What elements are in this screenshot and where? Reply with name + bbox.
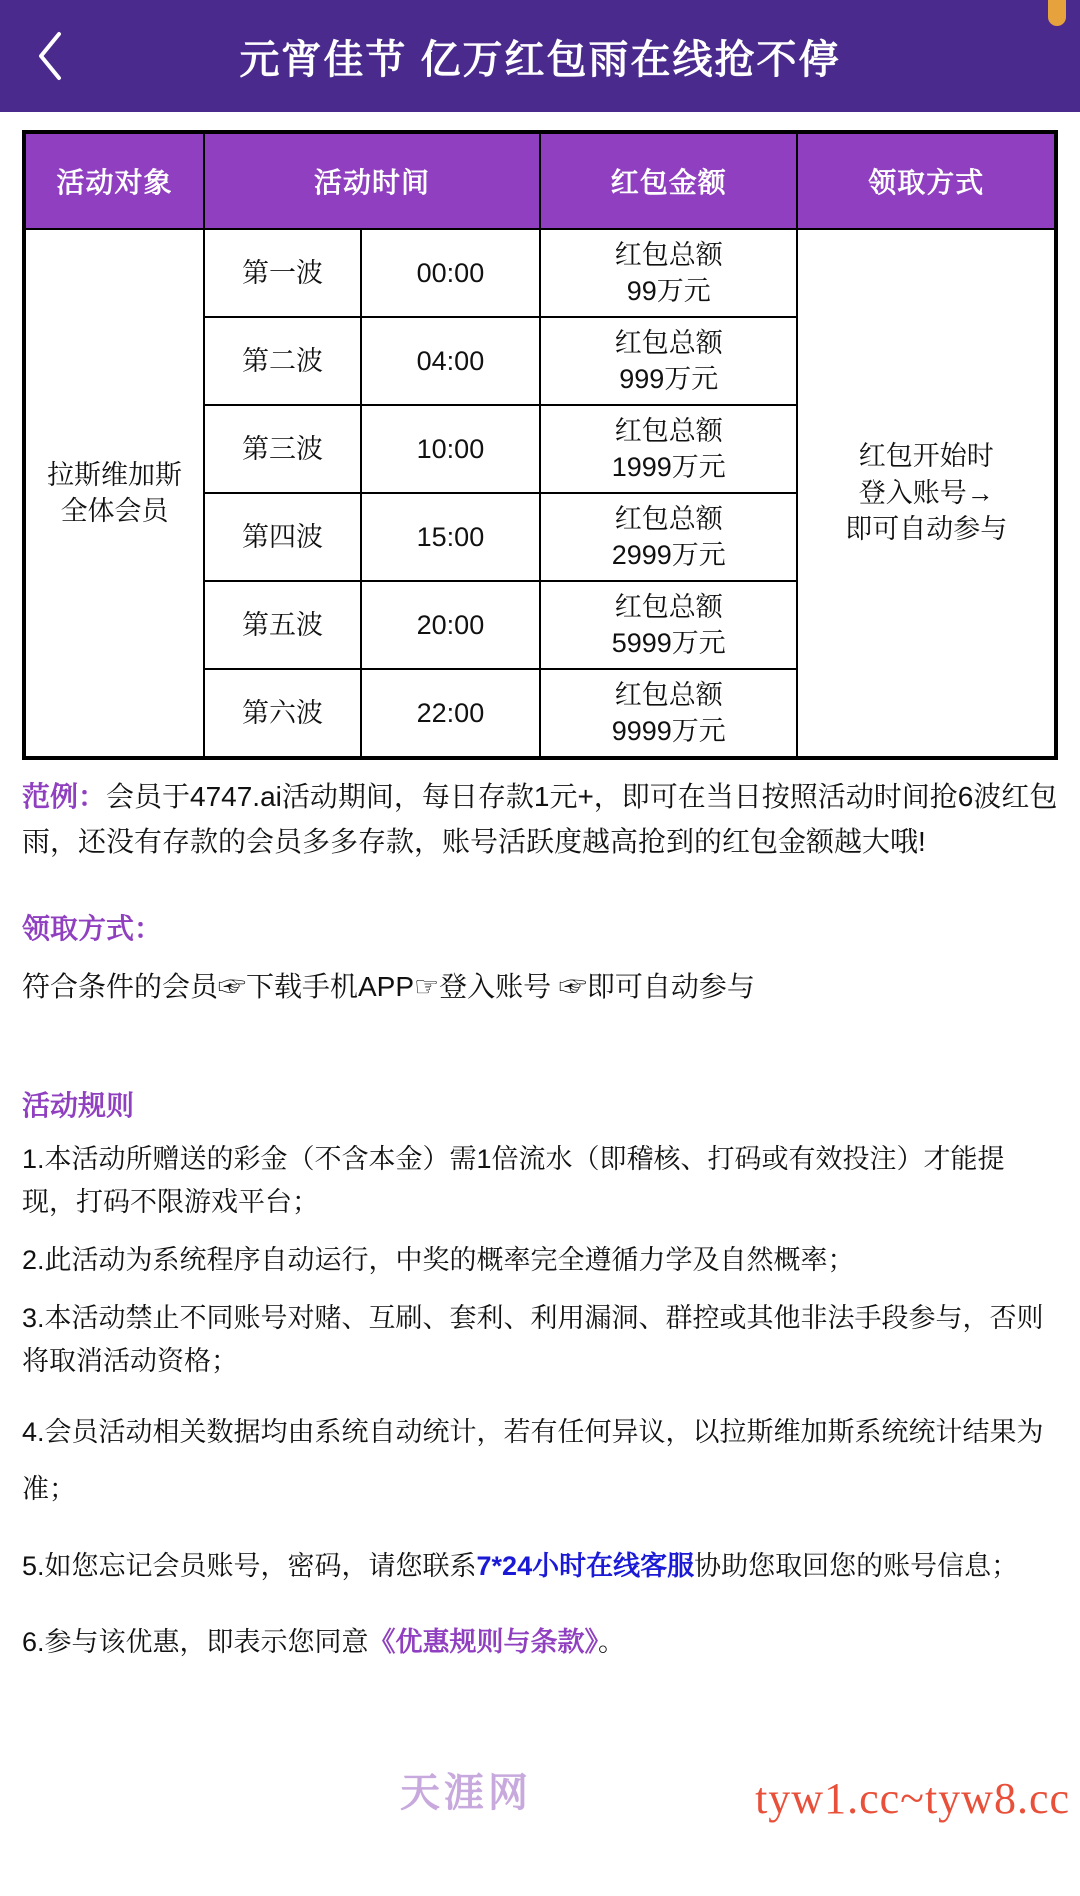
cell-amount xyxy=(540,229,797,317)
page-title: 元宵佳节 亿万红包雨在线抢不停 xyxy=(239,37,841,82)
cell-amount xyxy=(540,405,797,493)
cell-wave: 第三波 xyxy=(204,405,361,493)
chevron-left-icon xyxy=(33,28,67,84)
rule-item-support xyxy=(22,1538,1058,1595)
amount-value: 99万元 xyxy=(626,276,711,306)
app-header xyxy=(0,0,1080,112)
bottom-spacer xyxy=(22,1671,1058,1821)
th-activity-target: 活动对象 xyxy=(25,133,204,229)
amount-label: 红包总额 xyxy=(614,239,723,270)
cell-wave: 第一波 xyxy=(204,229,361,317)
cell-wave: 第四波 xyxy=(204,493,361,581)
rule5-prefix: 5.如您忘记会员账号，密码，请您联系 xyxy=(22,1550,477,1581)
rule-item: 1.本活动所赠送的彩金（不含本金）需1倍流水（即稽核、打码或有效投注）才能提现，打码不限游戏平台； xyxy=(22,1143,1005,1218)
cell-claim-method xyxy=(797,229,1055,757)
watermark-right: tyw1.cc~tyw8.cc xyxy=(755,1774,1070,1823)
promo-content xyxy=(0,774,1080,1821)
cell-amount xyxy=(540,317,797,405)
rule6-prefix: 6.参与该优惠，即表示您同意 xyxy=(22,1627,369,1658)
claim-method-text: 符合条件的会员☞下载手机APP☞登入账号 ☞即可自动参与 xyxy=(22,970,755,1002)
member-scope-line1: 拉斯维加斯 xyxy=(47,459,183,490)
amount-value: 5999万元 xyxy=(611,628,726,658)
back-button[interactable] xyxy=(20,26,80,86)
rule-item: 4.会员活动相关数据均由系统自动统计，若有任何异议，以拉斯维加斯系统统计结果为准； xyxy=(22,1417,1044,1504)
example-label: 范例： xyxy=(22,781,107,812)
cell-member-scope xyxy=(25,229,204,757)
amount-value: 2999万元 xyxy=(611,540,726,570)
amount-label: 红包总额 xyxy=(614,591,723,622)
cell-amount xyxy=(540,493,797,581)
th-claim-method: 领取方式 xyxy=(797,133,1055,229)
cell-wave: 第二波 xyxy=(204,317,361,405)
amount-label: 红包总额 xyxy=(614,503,723,534)
amount-label: 红包总额 xyxy=(614,415,723,446)
amount-value: 1999万元 xyxy=(611,452,726,482)
cell-time: 22:00 xyxy=(361,669,540,757)
th-red-packet-amount: 红包金额 xyxy=(540,133,797,229)
online-support-link[interactable]: 7*24小时在线客服 xyxy=(476,1550,695,1581)
member-scope-line2: 全体会员 xyxy=(60,496,169,526)
amount-label: 红包总额 xyxy=(614,679,723,710)
rules-title: 活动规则 xyxy=(22,1089,135,1121)
amount-label: 红包总额 xyxy=(614,327,723,358)
th-activity-time: 活动时间 xyxy=(204,133,540,229)
table-row xyxy=(25,229,1055,317)
cell-time: 10:00 xyxy=(361,405,540,493)
cell-wave: 第五波 xyxy=(204,581,361,669)
rule-item: 2.此活动为系统程序自动运行，中奖的概率完全遵循力学及自然概率； xyxy=(22,1244,855,1275)
table-header-row xyxy=(25,133,1055,229)
claim-method-line2: 登入账号→ xyxy=(858,477,994,508)
cell-wave: 第六波 xyxy=(204,669,361,757)
amount-value: 999万元 xyxy=(619,364,719,394)
cell-time: 15:00 xyxy=(361,493,540,581)
terms-link[interactable]: 《优惠规则与条款》 xyxy=(368,1627,599,1658)
claim-method-line3: 即可自动参与 xyxy=(845,514,1008,545)
claim-method-line1: 红包开始时 xyxy=(858,441,994,472)
cell-time: 20:00 xyxy=(361,581,540,669)
decorative-notch xyxy=(1048,0,1066,26)
rule6-suffix: 。 xyxy=(598,1627,626,1658)
amount-value: 9999万元 xyxy=(611,716,726,746)
rule-item: 3.本活动禁止不同账号对赌、互刷、套利、利用漏洞、群控或其他非法手段参与，否则将取消活动资格； xyxy=(22,1302,1044,1377)
promo-table xyxy=(24,132,1056,758)
rule5-suffix: 协助您取回您的账号信息； xyxy=(694,1550,1019,1581)
example-paragraph xyxy=(22,774,1058,865)
cell-amount xyxy=(540,669,797,757)
example-text: 会员于4747.ai活动期间，每日存款1元+，即可在当日按照活动时间抢6波红包雨，还没有存款的会员多多存款，账号活跃度越高抢到的红包金额越大哦! xyxy=(22,781,1058,858)
cell-amount xyxy=(540,581,797,669)
claim-method-title: 领取方式： xyxy=(22,912,163,944)
cell-time: 04:00 xyxy=(361,317,540,405)
cell-time: 00:00 xyxy=(361,229,540,317)
rule-item-terms xyxy=(22,1614,1058,1671)
watermark-center: 天涯网 xyxy=(400,1771,532,1815)
promo-table-wrapper xyxy=(22,130,1058,760)
